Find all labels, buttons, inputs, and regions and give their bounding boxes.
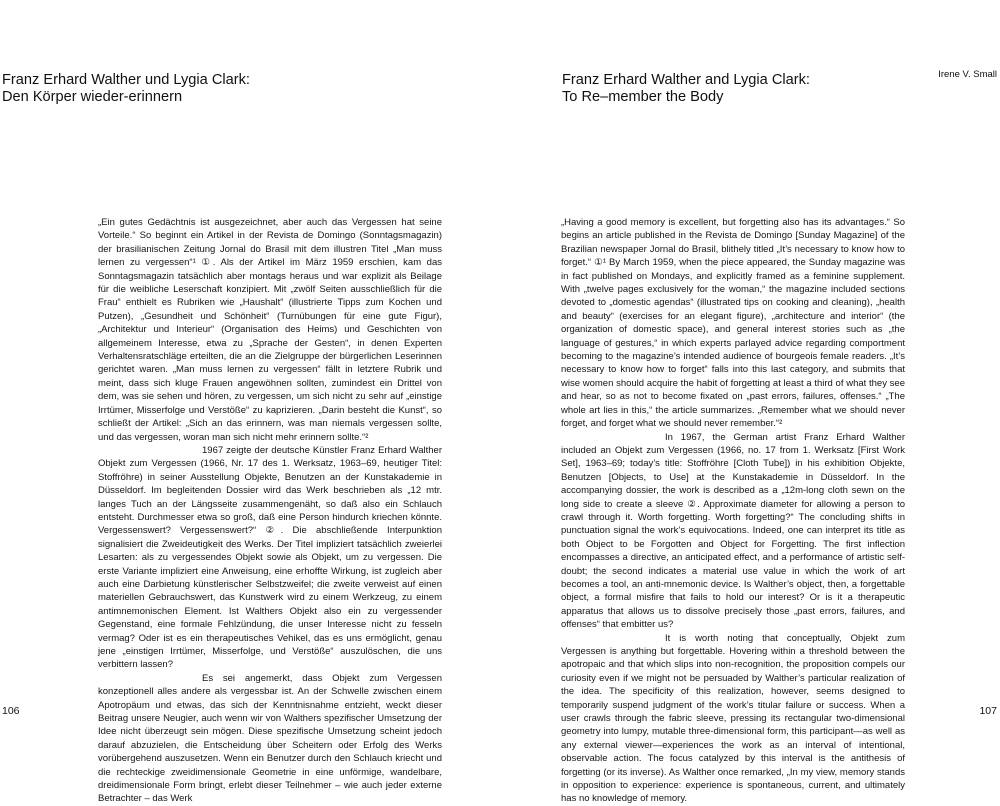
right-paragraph-3: It is worth noting that conceptually, Objekt zum Vergessen is anything but forgettable. Hovering within a threshold between the apotropaic and that which slips into non-recognition, the proposition compels our curiosity even if we might not be persuaded by Walther’s particular realization of the idea. The specificity of this realization, however, seems designed to temporarily suspend judgment of the work’s titular failure or success. When a user crawls through the fabric sleeve, pressing its rectangular two-dimensional geometry into lumpy, mutable three-dimensional form, this participant—as well as any external viewer—experiences the work as an interval of intentional, observable action. The focus catalyzed by this interval is the antithesis of forgetting (or its inverse). As Walther once remarked, „In my view, memory stands in opposition to experience: experience is spontaneous, current, and ultimately has no knowledge of memory. bbox=[561, 632, 905, 805]
right-body-text bbox=[561, 216, 905, 806]
left-body-text bbox=[98, 216, 442, 806]
left-page-title bbox=[2, 72, 250, 105]
left-page-number: 106 bbox=[2, 705, 20, 717]
right-page-number: 107 bbox=[979, 705, 997, 717]
author-name: Irene V. Small bbox=[938, 69, 997, 80]
right-title-line-1: Franz Erhard Walther and Lygia Clark: bbox=[562, 72, 810, 88]
right-paragraph-2: In 1967, the German artist Franz Erhard Walther included an Objekt zum Vergessen (1966, no. 17 from 1. Werksatz [First Work Set], 1963–69; today’s title: Stoffröhre [Cloth Tube]) in his exhibition Objekte, Benutzen [Objects, to Use] at the Kunstakademie in Düsseldorf. In the accompanying dossier, the work is described as a „12m-long cloth sewn on the long side to create a sleeve ②. Approximate diameter for allowing a person to crawl through it. Worth forgetting. Worth forgetting?“ The concluding shifts in punctuation signal the work’s equivocations. Indeed, one can interpret its title as both Object to be Forgotten and Object for Forgetting. The first inflection encompasses a directive, an anticipated effect, and a performance of artistic self-doubt; the second indicates a material use value in which the work of art becomes a tool, an anti-mnemonic device. Is Walther’s object, then, a forgettable object, a formal misfire that fails to hold our interest? Or is it a therapeutic apparatus that allows us to dissolve precisely those „past errors, failures, and offenses“ that embitter us? bbox=[561, 431, 905, 631]
left-title-line-2: Den Körper wieder-erinnern bbox=[2, 88, 183, 105]
left-paragraph-3: Es sei angemerkt, dass Objekt zum Vergessen konzeptionell alles andere als vergessbar ist. An der Schwelle zwischen einem Apotropäum und etwas, das sich der Kenntnisnahme entzieht, weckt dieser Beitrag unsere Neugier, auch wenn wir von Walthers spezifischer Umsetzung der Idee nicht überzeugt sein mögen. Diese spezifische Umsetzung scheint jedoch darauf abzuzielen, die Entscheidung über Scheitern oder Erfolg des Werks vorübergehend auszusetzen. Wenn ein Benutzer durch den Schlauch kriecht und die rechteckige zweidimensionale Geometrie in eine unförmige, wandelbare, dreidimensionale Form bringt, erlebt dieser Teilnehmer – wie auch jeder externe Betrachter – das Werk bbox=[98, 672, 442, 805]
left-title-line-1: Franz Erhard Walther und Lygia Clark: bbox=[2, 72, 250, 88]
right-paragraph-1: „Having a good memory is excellent, but forgetting also has its advantages.“ So begins an article published in the Revista de Domingo [Sunday Magazine] of the Brazilian newspaper Jornal do Brasil, blithely titled „It’s necessary to know how to forget.“ ①¹ By March 1959, when the piece appeared, the Sunday magazine was in fact published on Mondays, and explicitly framed as a feminine supplement. With „twelve pages exclusively for the woman,“ the magazine included sections devoted to „domestic agendas“ (illustrated tips on cooking and cleaning), „health and beauty“ (exercises for an elegant figure), „architecture and interior“ (the organization of domestic space), and general interest stories such as „the language of gestures,“ in which experts parlayed advice regarding comportment becoming to the magazine’s intended audience of bourgeois female readers. „It’s necessary to know how to forget“ falls into this last category, and submits that wise women should acquire the habit of forgetting at least a third of what they see and hear, so as not to become fixated on „past errors, failures, offenses.“ „The whole art lies in this,“ the article summarizes. „Remember what we should never forget, and forget what we should never remember.“² bbox=[561, 217, 905, 430]
left-paragraph-2: 1967 zeigte der deutsche Künstler Franz Erhard Walther Objekt zum Vergessen (1966, Nr. 17 des 1. Werksatz, 1963–69, heutiger Titel: Stoffröhre) in seiner Ausstellung Objekte, Benutzen an der Kunstakademie in Düsseldorf. Im begleitenden Dossier wird das Werk beschrieben als „12 mtr. langes Tuch an der Längsseite zusammengenäht, so daß also ein Schlauch entsteht. Durchmesser etwa so groß, daß eine Person hindurch kriechen könnte. Vergessenswert? Vergessenswert?“ ②. Die abschließende Interpunktion signalisiert die Zweideutigkeit des Werks. Der Titel impliziert tatsächlich zweierlei Lesarten: als zu vergessendes Objekt sowie als Objekt, um zu vergessen. Die erste Variante impliziert eine Anweisung, eine erhoffte Wirkung, ist zugleich aber auch eine Darbietung künstlerischer Selbstzweifel; die zweite verweist auf einen materiellen Gebrauchswert, das Kunstwerk wird zu einem Werkzeug, zu einem antimnemonischen Element. Ist Walthers Objekt also ein zu vergessender Gegenstand, eine formale Fehlzündung, die unser Interesse nicht zu fesseln vermag? Oder ist es ein therapeutisches Vehikel, das es uns ermöglicht, genau jene „einstigen Irrtümer, Misserfolge, und Verstöße“ auszulöschen, die uns verbittern lassen? bbox=[98, 444, 442, 671]
right-page-title bbox=[562, 72, 810, 105]
right-title-line-2: To Re–member the Body bbox=[562, 88, 724, 105]
left-paragraph-1: „Ein gutes Gedächtnis ist ausgezeichnet, aber auch das Vergessen hat seine Vorteile.“ So beginnt ein Artikel in der Revista de Domingo (Sonntagsmagazin) der brasilianischen Zeitung Jornal do Brasil mit dem illustren Titel „Man muss lernen zu vergessen“¹ ①. Als der Artikel im März 1959 erschien, kam das Sonntagsmagazin tatsächlich aber montags heraus und war explizit als Beilage für die weibliche Leserschaft konzipiert. Mit „zwölf Seiten ausschließlich für die Frau“ enthielt es Rubriken wie „Haushalt“ (illustrierte Tipps zum Kochen und Putzen), „Gesundheit und Schönheit“ (Turnübungen für eine gute Figur), „Architektur und Interieur“ (Organisation des Heims) und Geschichten von allgemeinem Interesse, etwa zu „Sprache der Gesten“, in denen Experten Verhaltensratschläge erteilten, die an die Zielgruppe der bürgerlichen Leserinnen gerichtet waren. „Man muss lernen zu vergessen“ fällt in letztere Rubrik und meint, dass sich kluge Frauen angewöhnen sollten, zumindest ein Drittel von dem, was sie sehen und hören, zu vergessen, um sich nicht zu sehr auf „einstige Irrtümer, Misserfolge und Verstöße“ zu kaprizieren. „Darin besteht die Kunst“, so schließt der Artikel: „Sich an das erinnern, was man niemals vergessen sollte, und das vergessen, woran man sich nicht mehr erinnern sollte.“² bbox=[98, 217, 442, 443]
